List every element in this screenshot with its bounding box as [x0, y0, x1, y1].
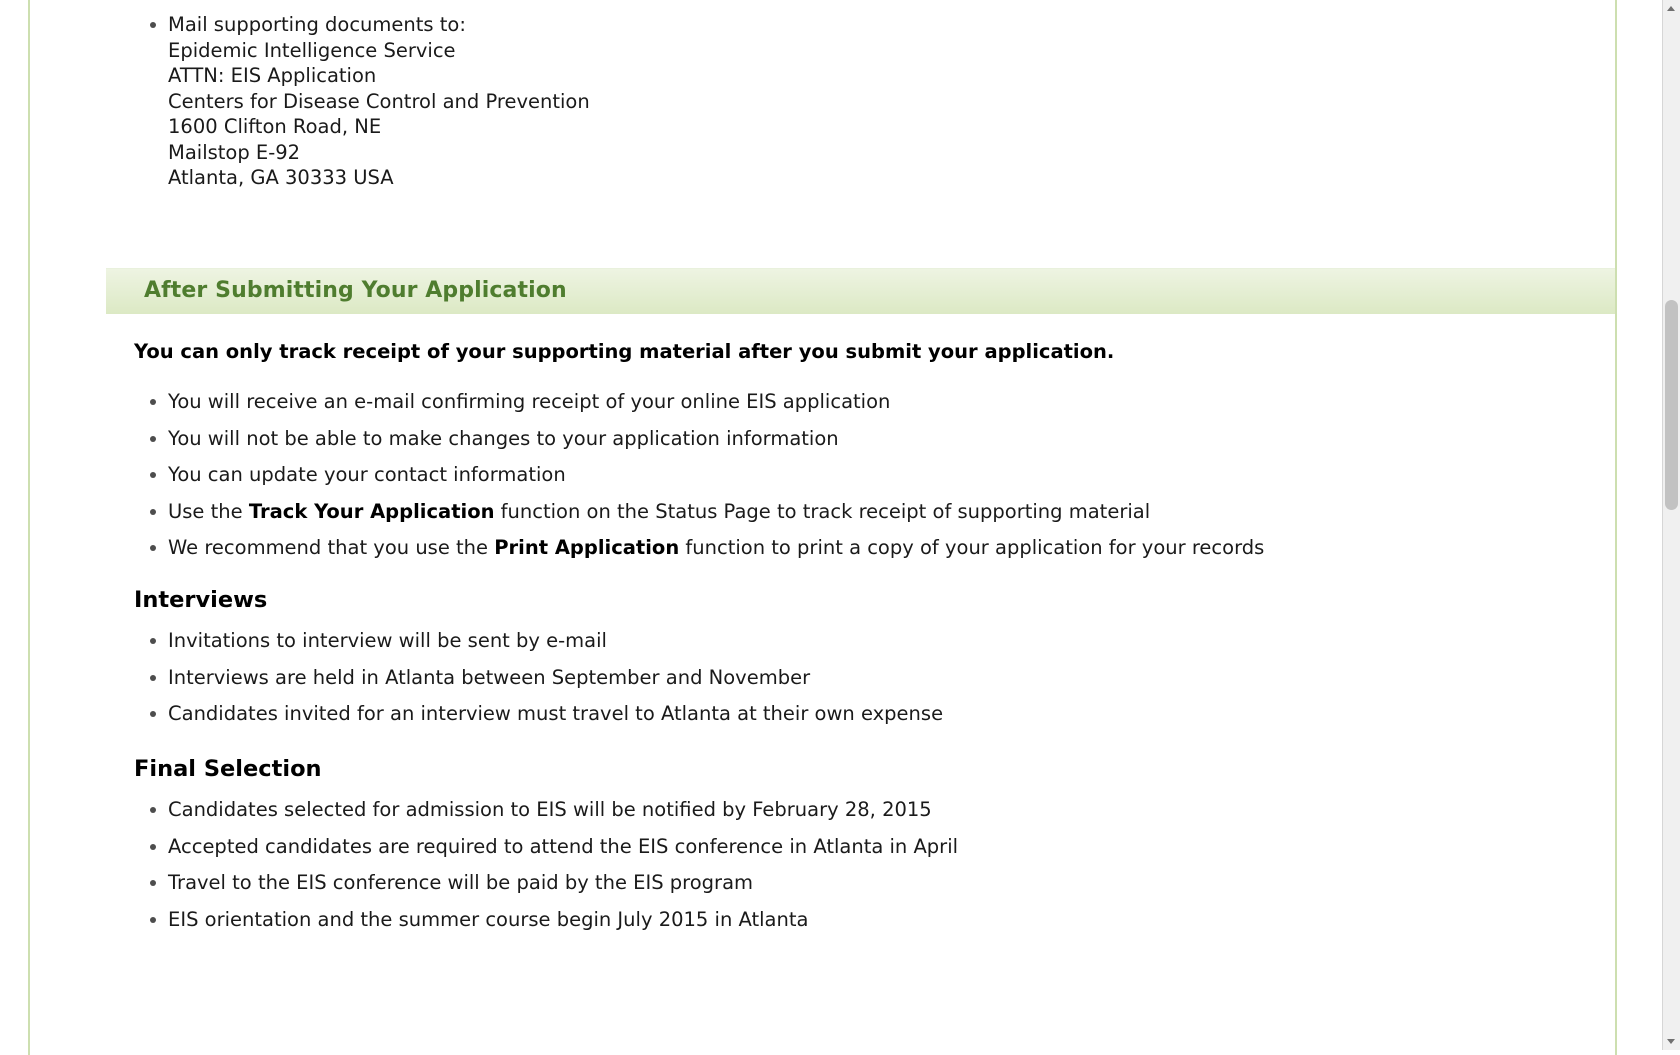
mailing-instructions — [142, 12, 1342, 202]
item-text-tail: function on the Status Page to track receipt of supporting material — [494, 499, 1151, 523]
content-column — [28, 0, 1617, 1055]
list-item — [142, 426, 1542, 452]
scroll-up-button[interactable] — [1663, 0, 1680, 17]
item-text: You will not be able to make changes to your application information — [168, 426, 839, 450]
page-left-gutter — [0, 0, 28, 1050]
list-item — [142, 535, 1542, 561]
chevron-down-icon — [1667, 1039, 1675, 1044]
list-item — [142, 834, 1542, 860]
vertical-scrollbar[interactable] — [1662, 0, 1680, 1050]
list-item — [142, 907, 1542, 933]
item-text-tail: function to print a copy of your application for your records — [679, 536, 1265, 559]
address-line: ATTN: EIS Application — [168, 64, 377, 87]
list-item — [142, 462, 1542, 488]
mailing-list — [142, 12, 1342, 191]
item-text: Candidates invited for an interview must travel to Atlanta at their own expense — [168, 702, 944, 725]
item-text: You will receive an e-mail confirming receipt of your online EIS application — [168, 390, 891, 413]
interviews-list — [142, 628, 1542, 738]
chevron-up-icon — [1667, 6, 1675, 11]
address-line: Epidemic Intelligence Service — [168, 38, 456, 62]
item-text: Accepted candidates are required to attend the EIS conference in Atlanta in April — [168, 834, 959, 858]
final-selection-list — [142, 797, 1542, 943]
footer-cut-row — [200, 954, 1540, 970]
list-item — [142, 665, 1542, 691]
list-item — [142, 12, 1342, 191]
document-content — [30, 0, 1615, 1055]
address-line: Mailstop E-92 — [168, 140, 301, 164]
item-text: You can update your contact information — [168, 463, 566, 486]
address-line: Centers for Disease Control and Prevention — [168, 89, 590, 113]
after-submitting-list — [142, 389, 1542, 572]
section-lead-text: You can only track receipt of your supporting material after you submit your application. — [134, 340, 1115, 363]
list-item — [142, 797, 1542, 823]
scrollbar-thumb[interactable] — [1665, 300, 1678, 510]
item-text: Use the — [168, 499, 249, 523]
item-text: Travel to the EIS conference will be paid by the EIS program — [168, 871, 754, 894]
list-item — [142, 870, 1542, 896]
list-item — [142, 499, 1542, 525]
list-item — [142, 389, 1542, 415]
list-item — [142, 628, 1542, 654]
item-text: Candidates selected for admission to EIS will be notified by February 28, 2015 — [168, 798, 932, 821]
address-line: 1600 Clifton Road, NE — [168, 115, 382, 138]
mail-intro: Mail supporting documents to: — [168, 13, 466, 36]
item-emphasis: Print Application — [494, 536, 680, 559]
interviews-heading: Interviews — [134, 587, 268, 613]
item-text: Invitations to interview will be sent by e-mail — [168, 629, 607, 652]
list-item — [142, 701, 1542, 727]
address-line: Atlanta, GA 30333 USA — [168, 166, 394, 189]
scroll-down-button[interactable] — [1663, 1033, 1680, 1050]
section-header-band — [106, 268, 1615, 314]
item-text: Interviews are held in Atlanta between September and November — [168, 665, 811, 689]
section-title: After Submitting Your Application — [144, 278, 567, 303]
item-text: EIS orientation and the summer course begin July 2015 in Atlanta — [168, 907, 809, 931]
item-emphasis: Track Your Application — [248, 499, 495, 523]
item-text: We recommend that you use the — [168, 536, 495, 559]
final-selection-heading: Final Selection — [134, 756, 322, 782]
